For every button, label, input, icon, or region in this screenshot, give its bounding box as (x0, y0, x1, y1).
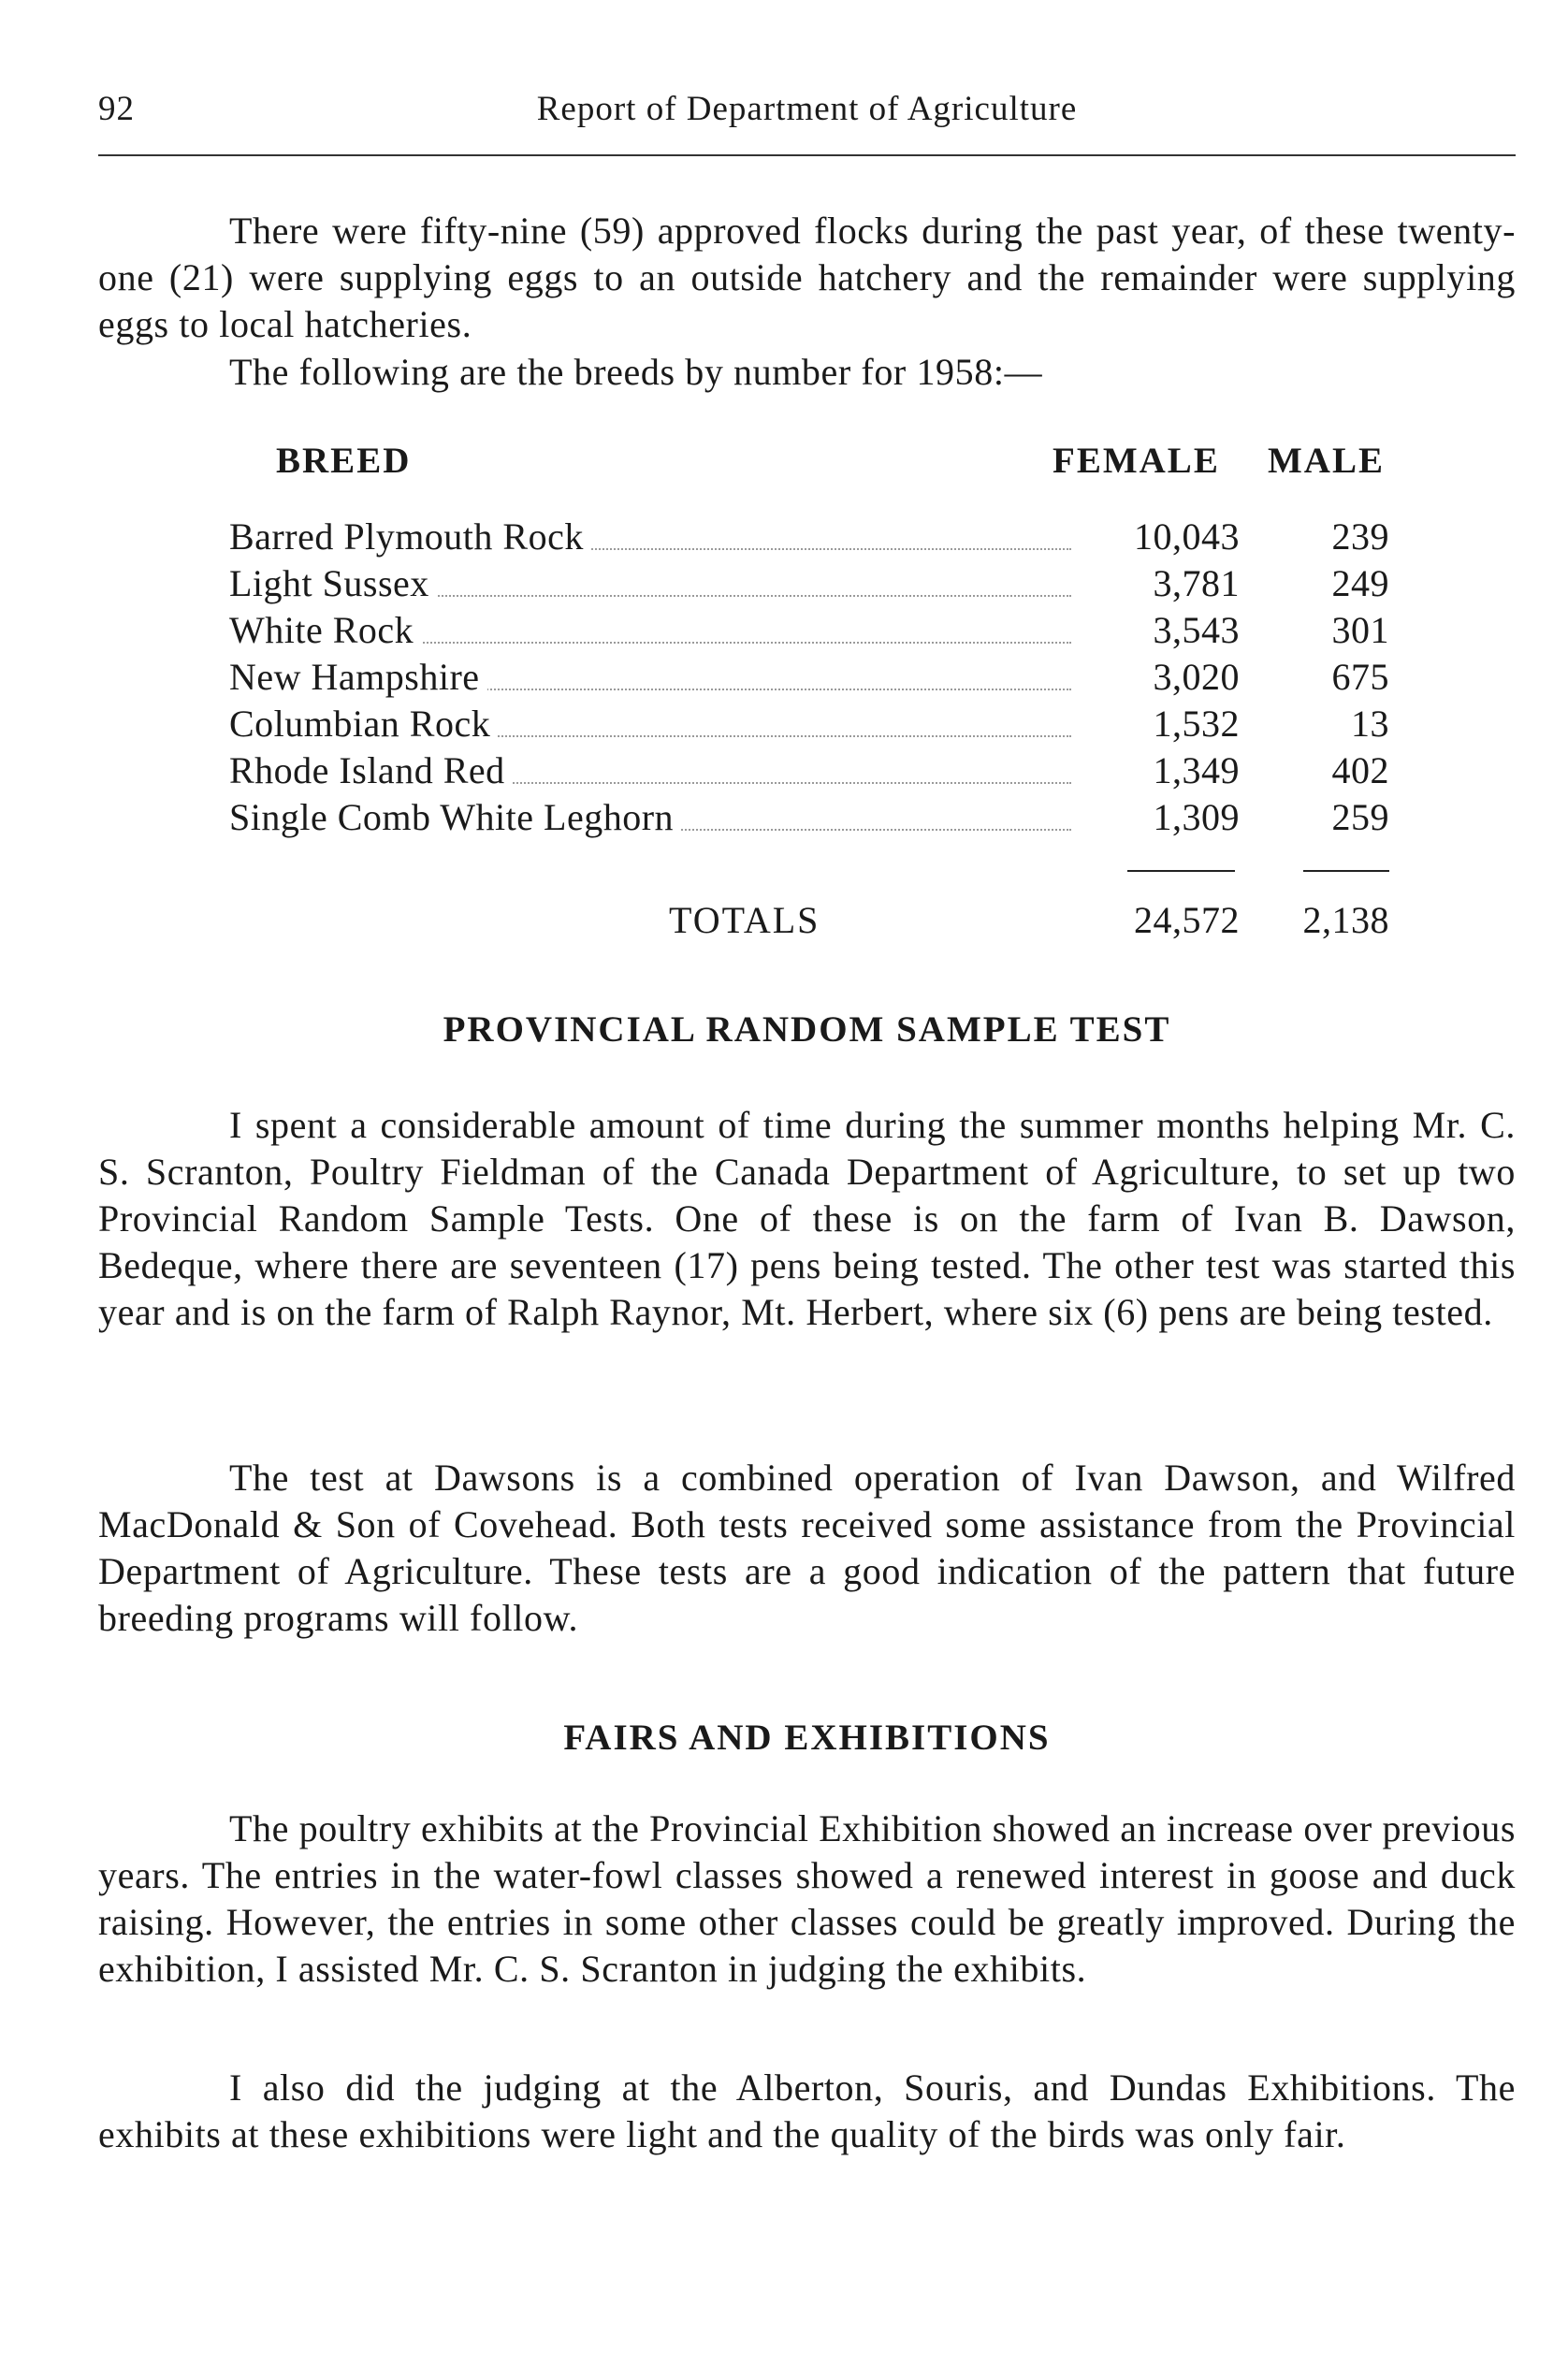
breeds-intro-line: The following are the breeds by number for 1958:— (229, 351, 1043, 393)
totals-male: 2,138 (1302, 899, 1389, 941)
fairs-paragraph-1 (98, 1805, 1516, 1993)
running-title: Report of Department of Agriculture (536, 90, 1078, 128)
section-heading-provincial: PROVINCIAL RANDOM SAMPLE TEST (443, 1009, 1171, 1050)
male-count: 301 (1331, 609, 1389, 651)
male-count: 402 (1331, 749, 1389, 791)
paragraph-text: I also did the judging at the Alberton, Souris, and Dundas Exhibitions. The exhibits at these exhibitions were light and the quality of the birds was only fair. (98, 2066, 1516, 2155)
column-header-male: MALE (1268, 441, 1385, 481)
paragraph-text: The poultry exhibits at the Provincial Exhibition showed an increase over previous years. The entries in the water-fowl classes showed a renewed interest in goose and duck raising. However, the entries in some other classes could be greatly improved. During the exhibition, I assisted Mr. C. S. Scranton in judging the exhibits. (98, 1807, 1516, 1990)
female-count: 3,781 (1144, 561, 1241, 605)
male-count: 239 (1331, 515, 1389, 558)
breed-name: Rhode Island Red (229, 748, 513, 792)
female-count: 3,543 (1144, 608, 1241, 652)
table-row (229, 702, 1389, 748)
table-row (229, 655, 1389, 702)
header-rule (98, 154, 1516, 156)
paragraph-text: I spent a considerable amount of time during the summer months helping Mr. C. S. Scranton, Poultry Fieldman of the Canada Department of Agriculture, to set up two Provincial Random Sample Tests. One of these is on the farm of Ivan B. Dawson, Bedeque, where there are seventeen (17) pens being tested. The other test was started this year and is on the farm of Ralph Raynor, Mt. Herbert, where six (6) pens are being tested. (98, 1104, 1516, 1333)
page-header (98, 89, 1516, 145)
column-header-breed: BREED (276, 441, 412, 481)
table-row (229, 748, 1389, 795)
breed-name: Columbian Rock (229, 702, 498, 746)
table-row (229, 608, 1389, 655)
male-sum-rule (1303, 870, 1389, 872)
fairs-paragraph-2 (98, 2065, 1516, 2158)
female-count: 1,532 (1144, 702, 1241, 746)
page-number: 92 (98, 90, 135, 128)
female-sum-rule (1127, 870, 1235, 872)
intro-paragraph: There were fifty-nine (59) approved flocks during the past year, of these twenty-one (21) were supplying eggs to an outside hatchery and the remainder were supplying eggs to local hatcheries. (98, 210, 1516, 345)
intro-section (98, 208, 1516, 348)
male-count: 13 (1351, 703, 1389, 745)
table-row (229, 515, 1389, 561)
female-count: 10,043 (1125, 515, 1240, 558)
breed-name: Single Comb White Leghorn (229, 795, 681, 839)
table-row (229, 561, 1389, 608)
female-count: 1,309 (1144, 795, 1241, 839)
female-count: 1,349 (1144, 748, 1241, 792)
breed-name: New Hampshire (229, 655, 487, 699)
provincial-paragraph-2 (98, 1455, 1516, 1642)
section-heading-fairs: FAIRS AND EXHIBITIONS (563, 1718, 1051, 1758)
table-row (229, 795, 1389, 842)
paragraph-text: The test at Dawsons is a combined operation of Ivan Dawson, and Wilfred MacDonald & Son of Covehead. Both tests received some assistance from the Provincial Department of Agriculture. These tests are a good indication of the pattern that future breeding programs will follow. (98, 1457, 1516, 1639)
breed-name: White Rock (229, 608, 421, 652)
female-count: 3,020 (1144, 655, 1241, 699)
male-count: 259 (1331, 796, 1389, 838)
provincial-paragraph-1 (98, 1102, 1516, 1336)
breed-name: Barred Plymouth Rock (229, 515, 591, 558)
totals-female: 24,572 (1134, 899, 1240, 941)
column-header-female: FEMALE (1053, 441, 1220, 481)
breed-name: Light Sussex (229, 561, 437, 605)
totals-label: TOTALS (669, 899, 820, 941)
male-count: 675 (1331, 656, 1389, 698)
male-count: 249 (1331, 562, 1389, 604)
